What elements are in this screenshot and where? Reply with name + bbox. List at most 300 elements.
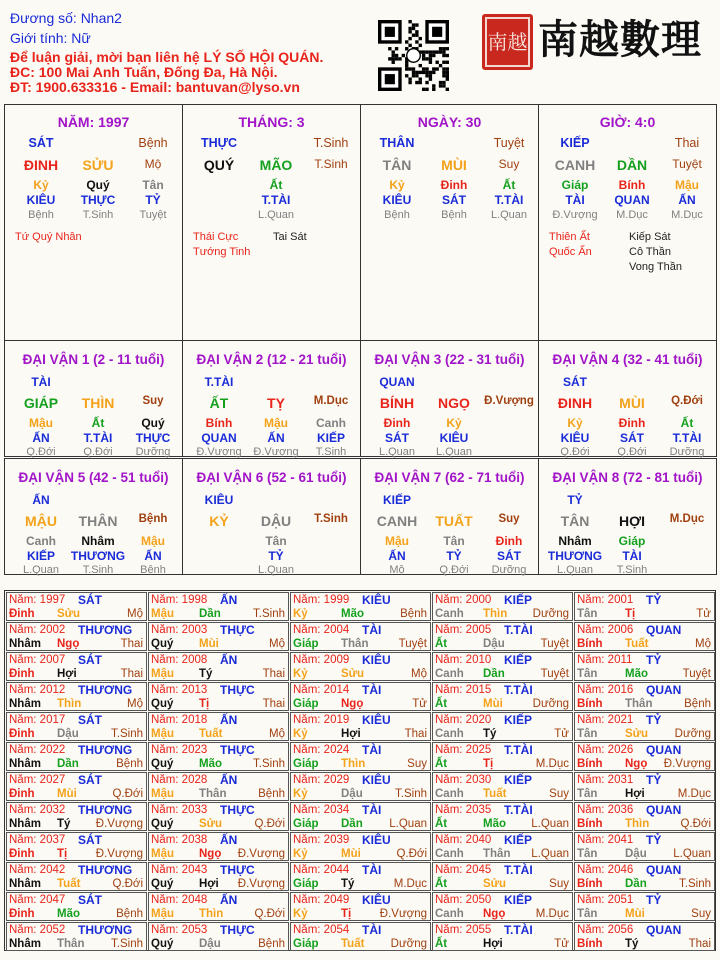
year-stage: Tử [412,698,427,710]
year-stem: Mậu [151,728,174,740]
pillar-stage: L.Quan [490,209,528,221]
year-stage: L.Quan [389,818,427,830]
year-stage: Bệnh [400,608,427,620]
year-stage: Suy [407,758,427,770]
major-cycle-7 [360,458,539,575]
cycle-main-char: HỢI [619,513,645,529]
year-ten-god: TÀI [362,923,382,937]
year-stem: Quý [151,878,174,890]
year-cell [290,922,431,951]
pillar-main-char: QUÝ [203,157,235,173]
year-stage: Bệnh [258,938,285,950]
year-stem: Kỷ [293,788,308,800]
year-cell [290,862,431,891]
year-label: Năm: 2016 [577,684,634,696]
year-ten-god: ẤN [220,713,238,727]
year-cell [148,712,289,741]
year-label: Năm: 2047 [9,894,66,906]
cycle-top-god: KIÊU [204,493,234,507]
year-cell [432,712,573,741]
cycle-ten-god: KIẾP [26,549,56,563]
pillar-ten-god: ẤN [678,193,696,207]
pillar-stage: L.Quan [257,209,295,221]
year-cell [148,652,289,681]
year-stem: Bính [577,818,603,830]
year-cell [574,712,715,741]
year-branch: Thìn [199,908,224,920]
pillar-2 [182,104,361,341]
year-ten-god: TỶ [646,893,662,907]
year-stage: Thai [262,668,285,680]
year-label: Năm: 2006 [577,624,634,636]
year-cell [6,922,147,951]
year-label: Năm: 2007 [9,654,66,666]
pillar-main-char: TÂN [382,157,412,173]
pillar-main-stage: Mộ [144,157,162,171]
year-stage: Q.Đới [112,788,143,800]
year-stem: Giáp [293,818,319,830]
year-label: Năm: 2030 [435,774,492,786]
year-stem: Bính [577,758,603,770]
year-stem: Quý [151,818,174,830]
year-stem: Đinh [9,608,35,620]
year-stem: Canh [435,848,464,860]
year-cell [148,622,289,651]
cycle-main-char: BÍNH [379,395,415,411]
year-branch: Dậu [341,788,363,800]
pillar-stage: T.Sinh [82,209,114,221]
year-cell [432,862,573,891]
cycle-hidden-stem: Đinh [383,416,411,430]
year-label: Năm: 2013 [151,684,208,696]
year-label: Năm: 2000 [435,594,492,606]
year-branch: Mão [341,608,364,620]
year-ten-god: QUAN [646,743,682,757]
year-stem: Quý [151,698,174,710]
year-stem: Tân [577,788,598,800]
cycle-ten-god: TỶ [446,549,462,563]
pillar-hidden-stem: Đinh [440,178,468,192]
year-ten-god: SÁT [78,893,102,907]
year-stage: Dưỡng [390,938,427,950]
year-cell [6,862,147,891]
year-label: Năm: 2050 [435,894,492,906]
pillar-top-god: Bệnh [138,136,168,150]
pillar-ten-god: KIÊU [382,193,412,207]
year-branch: Tị [625,608,636,620]
year-stage: Q.Đới [112,878,143,890]
year-cell [290,712,431,741]
year-branch: Dần [57,758,79,770]
year-stem: Kỷ [293,668,308,680]
year-stem: Tân [577,728,598,740]
cycle-stage: Dưỡng [491,564,527,576]
year-cell [6,742,147,771]
year-cell [148,922,289,951]
cycle-stage: L.Quan [378,446,416,458]
year-branch: Ngọ [199,848,222,860]
year-stage: Tử [696,608,711,620]
pillar-stage: Tuyệt [139,209,167,221]
year-stem: Mậu [151,608,174,620]
year-cell [148,682,289,711]
year-branch: Mùi [625,908,645,920]
pillar-ten-god: T.TÀI [261,193,291,207]
cycle-stage: Dưỡng [135,446,171,458]
year-cell [574,742,715,771]
year-stem: Tân [577,848,598,860]
year-ten-god: KIÊU [362,713,391,727]
cycle-stage: Dưỡng [669,446,705,458]
year-cell [574,892,715,921]
cycle-title: ĐẠI VẬN 3 (22 - 31 tuổi) [374,352,525,367]
year-ten-god: T.TÀI [504,683,533,697]
year-stage: Suy [549,878,569,890]
year-label: Năm: 2018 [151,714,208,726]
pillar-main-stage: Suy [498,157,520,171]
cycle-hidden-stem: Kỷ [567,416,583,430]
pillar-hidden-stem: Kỷ [389,178,405,192]
pillar-ten-god: THỰC [80,193,116,207]
year-stem: Quý [151,758,174,770]
pillar-star-right: Vong Thần [629,261,683,273]
year-ten-god: THƯƠNG [78,803,133,817]
year-label: Năm: 2027 [9,774,66,786]
cycle-hidden-stem: Tân [443,534,465,548]
year-cell [6,892,147,921]
header-line: Đương số: Nhan2 [10,10,122,26]
year-ten-god: KIẾP [504,773,533,787]
cycle-hidden-stem: Tân [265,534,287,548]
cycle-ten-god: KIÊU [439,431,469,445]
pillar-hidden-stem: Kỷ [33,178,49,192]
year-stem: Kỷ [293,908,308,920]
year-cell [432,742,573,771]
pillar-top-god: THÂN [379,136,415,150]
year-branch: Tý [57,818,71,830]
cycle-hidden-stem: Ất [91,416,105,430]
year-ten-god: KIÊU [362,833,391,847]
year-label: Năm: 2032 [9,804,66,816]
year-ten-god: ẤN [220,833,238,847]
pillar-star-right: Cô Thần [629,246,671,258]
year-cell [574,862,715,891]
year-stage: Q.Đới [680,818,711,830]
pillar-ten-god: TÀI [565,193,585,207]
year-stage: Đ.Vượng [95,818,143,830]
pillar-3 [360,104,539,341]
year-label: Năm: 2019 [293,714,350,726]
year-stem: Quý [151,938,174,950]
pillar-hidden-stem: Quý [86,178,110,192]
major-cycle-4 [538,340,717,457]
year-branch: Dần [483,668,505,680]
year-branch: Hợi [199,878,219,890]
year-stage: Tuyệt [540,668,569,680]
year-cell [148,772,289,801]
year-label: Năm: 2055 [435,924,492,936]
year-ten-god: THỰC [220,803,255,817]
year-cell [432,892,573,921]
pillar-ten-god: TỶ [145,193,161,207]
year-branch: Mão [57,908,80,920]
year-ten-god: TÀI [362,683,382,697]
year-label: Năm: 2003 [151,624,208,636]
year-stage: T.Sinh [253,608,285,620]
year-branch: Dậu [483,638,505,650]
year-label: Năm: 2012 [9,684,66,696]
cycle-title: ĐẠI VẬN 7 (62 - 71 tuổi) [374,470,525,485]
year-branch: Thìn [341,758,366,770]
year-stage: T.Sinh [111,938,143,950]
year-stage: Q.Đới [396,848,427,860]
cycle-ten-god: ẤN [388,549,406,563]
year-ten-god: QUAN [646,863,682,877]
pillar-ten-god: QUAN [614,193,650,207]
year-cell [432,802,573,831]
year-cell [574,592,715,621]
year-label: Năm: 2048 [151,894,208,906]
pillar-hidden-stem: Tân [142,178,164,192]
cycle-ten-god: QUAN [201,431,237,445]
year-branch: Tị [199,698,210,710]
pillar-top-god: T.Sinh [313,136,349,150]
pillar-main-char: MÙI [441,157,467,173]
year-ten-god: T.TÀI [504,923,533,937]
year-stage: M.Dục [535,758,569,770]
pillar-hidden-stem: Mậu [675,178,699,192]
cycle-stage: Q.Đới [617,446,647,458]
year-stem: Tân [577,608,598,620]
cycle-top-god: TỶ [567,493,583,507]
year-branch: Tuất [341,938,365,950]
pillar-hidden-stem: Giáp [561,178,589,192]
year-branch: Sửu [57,608,81,620]
cycle-ten-god: THƯƠNG [547,549,603,563]
year-label: Năm: 1998 [151,594,208,606]
cycle-stage: T.Sinh [315,446,347,458]
year-stage: Đ.Vượng [237,848,285,860]
year-cell [574,832,715,861]
year-stem: Đinh [9,848,35,860]
year-stem: Đinh [9,788,35,800]
year-cell [6,832,147,861]
cycle-title: ĐẠI VẬN 8 (72 - 81 tuổi) [552,470,703,485]
year-ten-god: TÀI [362,743,382,757]
pillar-main-stage: T.Sinh [314,157,348,171]
cycle-hidden-stem: Đinh [618,416,646,430]
year-label: Năm: 1999 [293,594,350,606]
year-stage: Thai [688,938,711,950]
year-ten-god: QUAN [646,803,682,817]
year-stem: Canh [435,788,464,800]
year-stem: Tân [577,908,598,920]
cycle-ten-god: ẤN [144,549,162,563]
cycle-hidden-stem: Nhâm [81,534,115,548]
year-ten-god: SÁT [78,833,102,847]
pillar-main-char: MÃO [259,157,293,173]
year-label: Năm: 2008 [151,654,208,666]
year-ten-god: THỰC [220,683,255,697]
year-stage: T.Sinh [395,788,427,800]
year-label: Năm: 2017 [9,714,66,726]
annual-years-grid [4,590,716,951]
year-ten-god: KIÊU [362,773,391,787]
year-label: Năm: 2011 [577,654,633,666]
cycle-top-god: SÁT [563,375,587,389]
pillar-stage: Bệnh [441,209,467,221]
year-label: Năm: 2036 [577,804,634,816]
cycle-stage: Q.Đới [26,446,56,458]
year-stage: M.Dục [677,788,711,800]
year-ten-god: T.TÀI [504,803,533,817]
year-label: Năm: 2054 [293,924,350,936]
pillar-star-left: Thiên Ất [549,231,590,243]
year-ten-god: KIẾP [504,893,533,907]
year-stage: Tuyệt [540,638,569,650]
cycle-hidden-stem: Mậu [385,534,409,548]
year-cell [148,832,289,861]
year-stage: Thai [120,668,143,680]
year-branch: Tý [483,728,497,740]
year-stem: Canh [435,608,464,620]
year-ten-god: KIẾP [504,713,533,727]
cycle-hidden-stem: Bính [205,416,233,430]
year-branch: Ngọ [341,698,364,710]
major-cycle-3 [360,340,539,457]
year-branch: Thân [625,698,653,710]
year-ten-god: THƯƠNG [78,623,133,637]
year-stem: Kỷ [293,728,308,740]
year-stage: Thai [120,638,143,650]
year-label: Năm: 2052 [9,924,66,936]
year-branch: Mão [625,668,648,680]
year-ten-god: THƯƠNG [78,743,133,757]
cycle-main-char: ĐINH [557,395,593,411]
year-cell [148,742,289,771]
cycle-hidden-stem: Quý [141,416,165,430]
pillar-title: THÁNG: 3 [238,114,305,130]
year-cell [148,862,289,891]
year-ten-god: TỶ [646,833,662,847]
year-cell [290,682,431,711]
year-label: Năm: 2038 [151,834,208,846]
year-stage: M.Dục [535,908,569,920]
year-stem: Đinh [9,728,35,740]
cycle-main-char: NGỌ [438,395,470,411]
major-cycle-6 [182,458,361,575]
pillar-hidden-stem: Ất [269,178,283,192]
year-stem: Canh [435,728,464,740]
cycle-main-stage: Q.Đới [671,395,703,407]
year-stage: Mộ [411,668,427,680]
cycle-main-stage: Suy [142,395,164,407]
year-label: Năm: 2033 [151,804,208,816]
header [0,0,720,100]
cycle-main-char: THÂN [78,513,118,529]
year-stage: Tử [554,728,569,740]
year-branch: Mùi [341,848,361,860]
year-label: Năm: 2025 [435,744,492,756]
year-stage: Mộ [127,608,143,620]
pillar-star-left: Tứ Quý Nhân [15,231,82,243]
cycle-top-god: T.TÀI [204,375,234,389]
year-branch: Dậu [57,728,79,740]
year-cell [290,772,431,801]
year-stem: Bính [577,698,603,710]
year-label: Năm: 2026 [577,744,634,756]
cycle-top-god: ẤN [32,493,50,507]
year-label: Năm: 2034 [293,804,350,816]
major-cycle-1 [4,340,183,457]
pillar-main-char: CANH [554,157,596,173]
year-ten-god: ẤN [220,653,238,667]
cycle-title: ĐẠI VẬN 5 (42 - 51 tuổi) [18,470,169,485]
year-stem: Mậu [151,908,174,920]
cycle-title: ĐẠI VẬN 4 (32 - 41 tuổi) [552,352,703,367]
year-branch: Tuất [625,638,649,650]
year-branch: Tị [483,758,494,770]
cycle-ten-god: SÁT [497,549,521,563]
year-branch: Ngọ [625,758,648,770]
year-branch: Dần [199,608,221,620]
year-branch: Mão [483,818,506,830]
year-label: Năm: 2044 [293,864,350,876]
year-stage: T.Sinh [111,728,143,740]
year-cell [432,682,573,711]
pillar-hidden-stem: Bính [618,178,646,192]
year-stage: Thai [404,728,427,740]
year-stem: Quý [151,638,174,650]
cycle-hidden-stem: Đinh [495,534,523,548]
cycle-main-char: TÂN [560,513,590,529]
year-cell [6,682,147,711]
cycle-top-god: TÀI [31,375,51,389]
year-stage: Mộ [269,638,285,650]
year-branch: Ngọ [483,908,506,920]
year-label: Năm: 2041 [577,834,634,846]
year-stage: L.Quan [531,848,569,860]
year-cell [432,652,573,681]
year-cell [6,592,147,621]
year-stem: Nhâm [9,878,41,890]
year-stem: Nhâm [9,638,41,650]
year-cell [574,652,715,681]
year-stage: L.Quan [673,848,711,860]
year-branch: Thân [483,848,511,860]
year-stem: Ất [435,878,448,890]
pillar-ten-god: KIÊU [26,193,56,207]
year-stem: Giáp [293,878,319,890]
year-stage: Bệnh [684,698,711,710]
pillar-top-god: THỰC [200,136,238,150]
year-stem: Canh [435,668,464,680]
year-stage: Dưỡng [532,608,569,620]
year-stem: Đinh [9,908,35,920]
cycle-main-stage: T.Sinh [314,513,348,525]
year-label: Năm: 2040 [435,834,492,846]
year-branch: Mùi [199,638,219,650]
year-ten-god: SÁT [78,593,102,607]
year-label: Năm: 2046 [577,864,634,876]
pillar-star-left: Thái Cực [193,231,239,243]
cycle-ten-god: TỶ [268,549,284,563]
major-cycle-5 [4,458,183,575]
year-cell [148,892,289,921]
year-label: Năm: 2020 [435,714,492,726]
cycle-hidden-stem: Canh [316,416,346,430]
year-branch: Tuất [483,788,507,800]
